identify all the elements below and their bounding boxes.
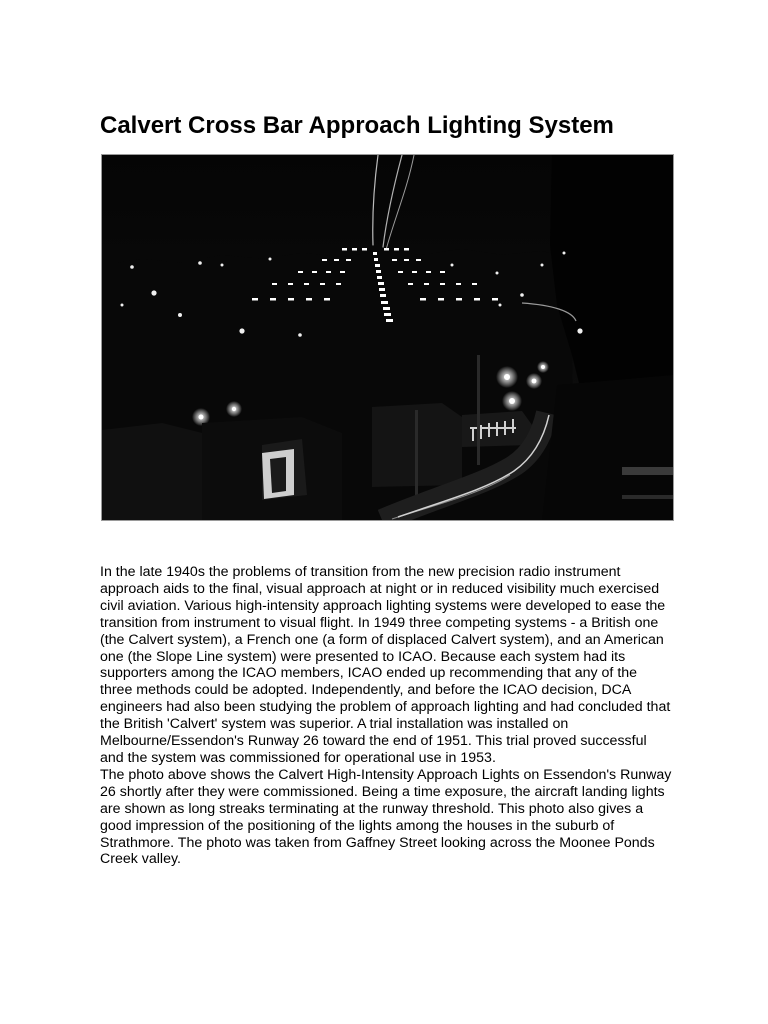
night-approach-lights-photo — [101, 154, 674, 521]
paragraph-intro: In the late 1940s the problems of transition from the new precision radio instrument approach aids to the final, visual approach at night or in reduced visibility much exercised civil aviation. Various high-intensity approach lighting systems were developed to ease the transition from instrument to visual flight. In 1949 three competing systems - a British one (the Calvert system), a French one (a form of displaced Calvert system), and an American one (the Slope Line system) were presented to ICAO. Because each system had its supporters among the ICAO members, ICAO ended up recommending that any of the three methods could be adopted. Independently, and before the ICAO decision, DCA engineers had also been studying the problem of approach lighting and had concluded that the British 'Calvert' system was superior. A trial installation was installed on Melbourne/Essendon's Runway 26 toward the end of 1951. This trial proved successful and the system was commissioned for operational use in 1953. — [100, 564, 671, 766]
paragraph-photo-caption: The photo above shows the Calvert High-Intensity Approach Lights on Essendon's Runway 26 shortly after they were commissioned. Being a time exposure, the aircraft landing lights are shown as long streaks terminating at the runway threshold. This photo also gives a good impression of the positioning of the lights among the houses in the suburb of Strathmore. The photo was taken from Gaffney Street looking across the Moonee Ponds Creek valley. — [100, 766, 672, 868]
page-title: Calvert Cross Bar Approach Lighting System — [100, 112, 614, 139]
article-body — [100, 564, 672, 868]
